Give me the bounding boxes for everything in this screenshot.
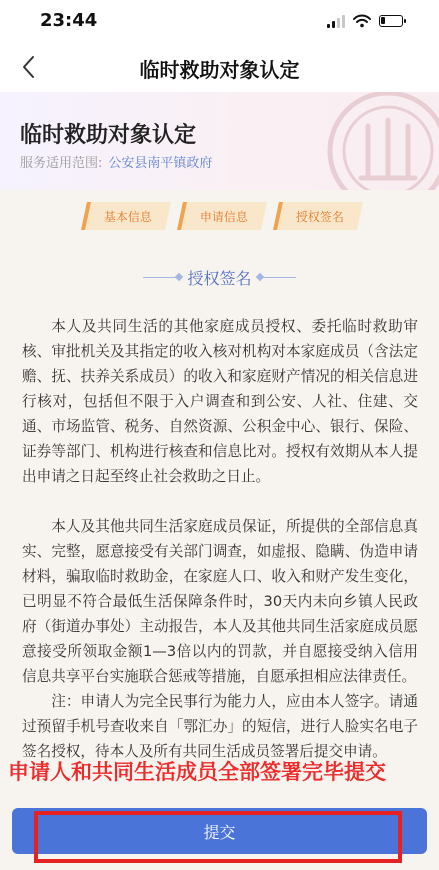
section-title [0, 266, 439, 289]
service-scope [20, 152, 212, 171]
content-area [0, 246, 439, 806]
battery-icon [379, 15, 403, 27]
battery-level [381, 17, 385, 24]
note-paragraph: 注：申请人为完全民事行为能力人，应由本人签字。请通过预留手机号查收来自「鄂汇办」的短信，进行人脸实名电子签名授权，待本人及所有共同生活成员签署后提交申请。 [22, 693, 418, 760]
step-label: 授权签名 [295, 209, 344, 224]
guarantee-paragraph: 本人及其他共同生活家庭成员保证，所提供的全部信息真实、完整，愿意接受有关部门调查，如虚报、隐瞒、伪造申请材料，骗取临时救助金，在家庭人口、收入和财产发生变化，已明显不符合最低生活保障条件时，30天内未向乡镇人民政府（街道办事处）主动报告，本人及其他共同生活家庭成员愿意接受所领取金额1—3倍以内的罚款，并自愿接受纳入信用信息共享平台实施联合惩戒等措施，自愿承担相应法律责任。 [22, 518, 418, 685]
step-application-info[interactable] [177, 202, 267, 230]
status-icons [327, 14, 403, 28]
wifi-icon [353, 14, 371, 28]
step-label: 基本信息 [103, 209, 152, 224]
nav-title: 临时救助对象认定 [139, 58, 300, 82]
step-authorization-signature[interactable] [273, 202, 363, 230]
scope-label: 服务适用范围: [20, 156, 103, 171]
section-title-text: 授权签名 [187, 269, 252, 288]
submit-button[interactable]: 提交 [12, 808, 427, 854]
status-time: 23:44 [40, 10, 98, 31]
signal-icon [327, 15, 345, 28]
authorization-paragraph: 本人及共同生活的其他家庭成员授权、委托临时救助审核、审批机关及其指定的收入核对机构对本家庭成员（含法定赡、抚、扶养关系成员）的收入和家庭财产情况的相关信息进行核对，包括但不限于入户调查和到公安、人社、住建、交通、市场监管、税务、自然资源、公积金中心、银行、保险、证券等部门、机构进行核查和信息比对。授权有效期从本人提出申请之日起至终止社会救助之日止。 [22, 318, 418, 485]
highlight-box [34, 811, 402, 863]
step-basic-info[interactable] [81, 202, 171, 230]
divider [260, 277, 296, 278]
step-tabs [0, 190, 439, 240]
step-label: 申请信息 [199, 209, 248, 224]
header-card [0, 92, 439, 190]
nav-bar [0, 42, 439, 92]
emblem-watermark-icon [323, 92, 439, 190]
annotation-note: 申请人和共同生活成员全部签署完毕提交 [8, 760, 386, 784]
status-bar [0, 0, 439, 42]
divider [143, 277, 179, 278]
page-title: 临时救助对象认定 [20, 123, 197, 148]
scope-value: 公安县南平镇政府 [108, 156, 213, 171]
